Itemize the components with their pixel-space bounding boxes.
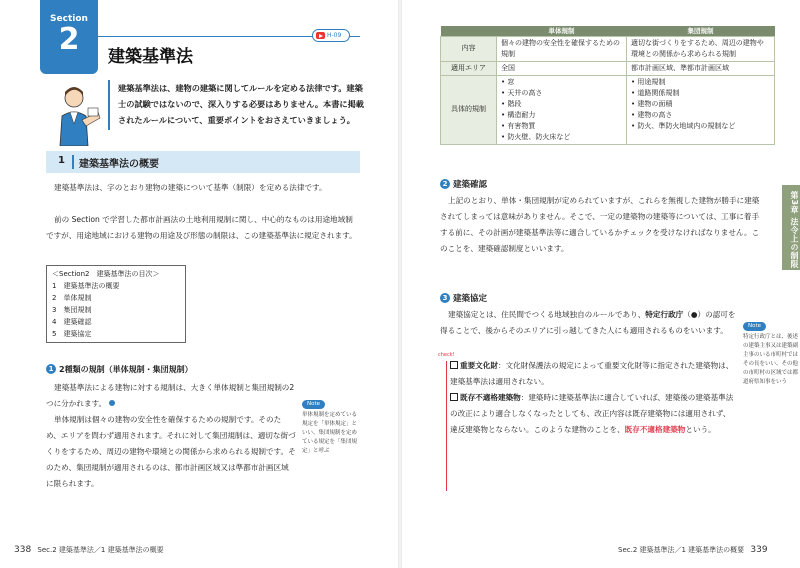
list-item: • 階段: [501, 99, 522, 108]
table-header-row: [441, 26, 775, 36]
table-cell: 都市計画区域、準都市計画区域: [627, 61, 775, 75]
table-header: [441, 26, 497, 36]
footer-text: Sec.2 建築基準法／1 建築基準法の概要: [37, 546, 164, 554]
list-item: • 有害物質: [501, 121, 536, 130]
video-code: H-09: [327, 32, 342, 39]
item-2-text: という。: [685, 425, 716, 434]
toc-item: 5 建築協定: [52, 330, 92, 338]
toc-item: 4 建築確認: [52, 318, 92, 326]
list-item: • 用途規制: [631, 77, 666, 86]
table-row: [441, 61, 775, 75]
checkbox-icon: [450, 393, 458, 401]
kizon-futekikaku-highlight: 既存不適格建築物: [624, 425, 686, 434]
toc-item: 2 単体規制: [52, 294, 92, 302]
check-item-1: [450, 358, 736, 390]
list-item: • 建物の面積: [631, 99, 673, 108]
table-of-contents: [46, 265, 186, 343]
table-cell: 適切な街づくりをするため、周辺の建物や環境との関係から求められる規制: [627, 36, 775, 61]
list-item: • 構造耐力: [501, 110, 536, 119]
paragraph-3-text: 建築基準法による建物に対する規制は、大きく単体規制と集団規制の2つに分かれます。: [46, 383, 295, 408]
heading-divider: [72, 155, 74, 169]
note-marker-icon: [109, 400, 115, 406]
regulation-table: [440, 26, 775, 145]
section-title: 建築基準法: [108, 47, 193, 67]
heading-text: 建築協定: [453, 294, 488, 304]
page-number: 339: [750, 545, 768, 555]
right-page: [400, 0, 800, 568]
paragraph-4: 単体規制は個々の建物の安全性を確保するための規制です。そのため、エリアを問わず適用されます。それに対して集団規制は、適切な街づくりをするため、周辺の建物や環境との関係から求められる規制です。そのため、集団規制が適用されるのは、都市計画区域又は準都市計画区域に限られます。: [46, 415, 296, 488]
paragraph-5: 上記のとおり、単体・集団規制が定められていますが、これらを無視した建物が勝手に建築されてしまっては意味がありません。そこで、一定の建築物の建築等については、工事に着手する前に、その計画が建築基準法等に適合しているかチェックを受けなければなりません。このことを、建築確認制度といいます。: [440, 196, 760, 253]
section-badge: [40, 0, 98, 74]
paragraph-6-text: （●）の認可を得ることで、後からそのエリアに引っ越してきた人にも適用されるものをいいます。: [440, 310, 736, 335]
check-item-2: [450, 390, 736, 438]
heading-text: 建築基準法の概要: [79, 159, 159, 170]
list-item: • 道路関係規制: [631, 88, 680, 97]
check-rule: [446, 361, 447, 491]
note-label: Note: [743, 322, 766, 331]
table-cell: [497, 75, 627, 144]
footer-text: Sec.2 建築基準法／1 建築基準法の概要: [618, 546, 745, 554]
table-header: 集団規制: [627, 26, 775, 36]
chapter-tab[interactable]: 第3章 法令上の制限: [782, 185, 800, 270]
table-cell: [627, 75, 775, 144]
table-header: 単体規制: [497, 26, 627, 36]
section-word: Section: [50, 14, 88, 24]
toc-title: ＜Section2 建築基準法の目次＞: [52, 270, 160, 278]
list-item: • 建物の高さ: [631, 110, 673, 119]
paragraph-1: 建築基準法は、字のとおり建物の建築について基準（制限）を定める法律です。: [54, 183, 327, 192]
toc-item: 1 建築基準法の概要: [52, 282, 120, 290]
page-number: 338: [14, 545, 32, 555]
teacher-illustration-icon: [52, 84, 102, 146]
intro-text: 建築基準法は、建物の建築に関してルールを定める法律です。建築士の試験ではないので、深入りする必要はありません。本書に掲載されたルールについて、重要ポイントをおさえていきましょう。: [108, 80, 366, 130]
footer-right: [618, 545, 772, 555]
heading-kenchiku-kyotei: [440, 292, 487, 304]
note-left: [302, 400, 360, 456]
paragraph-6-text: 建築協定とは、住民間でつくる地域独自のルールであり、: [448, 310, 646, 319]
heading-kenchiku-kakunin: [440, 178, 487, 190]
list-item: • 防火、準防火地域内の規制など: [631, 121, 736, 130]
tokutei-gyosei-cho: 特定行政庁: [645, 310, 684, 319]
heading-number: 2: [440, 179, 450, 189]
paragraph-3: [46, 380, 296, 412]
section-number: 2: [58, 22, 80, 57]
list-item: • 天井の高さ: [501, 88, 543, 97]
note-text: 単体規制を定めている規定を「単体規定」といい、集団規制を定めている規定を「集団規定」と呼ぶ: [302, 412, 358, 454]
item-1-text: ：文化財保護法の規定によって重要文化財等に指定された建築物は、建築基準法は適用されない。: [450, 361, 734, 386]
heading-bar: [46, 151, 360, 173]
video-link[interactable]: [312, 29, 350, 42]
subheading-1: [46, 364, 193, 375]
item-2-text: ：建築時に建築基準法に適合していれば、建築後の建築基準法の改正により適合しなくなったとしても、改正内容は既存建築物には適用されず、違反建築物とならない。このような建物のことを、: [450, 393, 734, 434]
heading-text: 建築確認: [453, 180, 488, 190]
toc-item: 3 集団規制: [52, 306, 92, 314]
note-label: Note: [302, 400, 325, 409]
subheading-number: 1: [46, 364, 56, 374]
checkbox-icon: [450, 361, 458, 369]
row-label: 適用エリア: [441, 61, 497, 75]
note-right: [743, 322, 800, 387]
table-cell: 全国: [497, 61, 627, 75]
paragraph-2: 前の Section で学習した都市計画法の土地利用規制に関し、中心的なものは用途地域制ですが、用途地域における建物の用途及び形態の制限は、この建築基準法に規定されます。: [46, 215, 357, 240]
play-video-icon: [316, 32, 325, 39]
paragraph-6: [440, 307, 736, 339]
note-text: 特定行政庁とは、後述の建築主事又は建築副主事のいる市町村ではその長をいい、その他の市町村の区域では都道府県知事をいう: [743, 334, 799, 385]
item-1-bold: 重要文化財: [460, 361, 498, 370]
table-cell: 個々の建物の安全性を確保するための規制: [497, 36, 627, 61]
row-label: 内容: [441, 36, 497, 61]
check-label: check!: [438, 352, 455, 358]
table-row: [441, 75, 775, 144]
list-item: • 窓: [501, 77, 515, 86]
heading-number: 1: [58, 155, 65, 166]
table-row: [441, 36, 775, 61]
list-item: • 防火壁、防火床など: [501, 132, 571, 141]
item-2-bold: 既存不適格建築物: [460, 393, 521, 402]
heading-number: 3: [440, 293, 450, 303]
subheading-text: 2種類の規制（単体規制・集団規制）: [59, 365, 193, 374]
row-label: 具体的規制: [441, 75, 497, 144]
footer-left: [10, 545, 164, 555]
